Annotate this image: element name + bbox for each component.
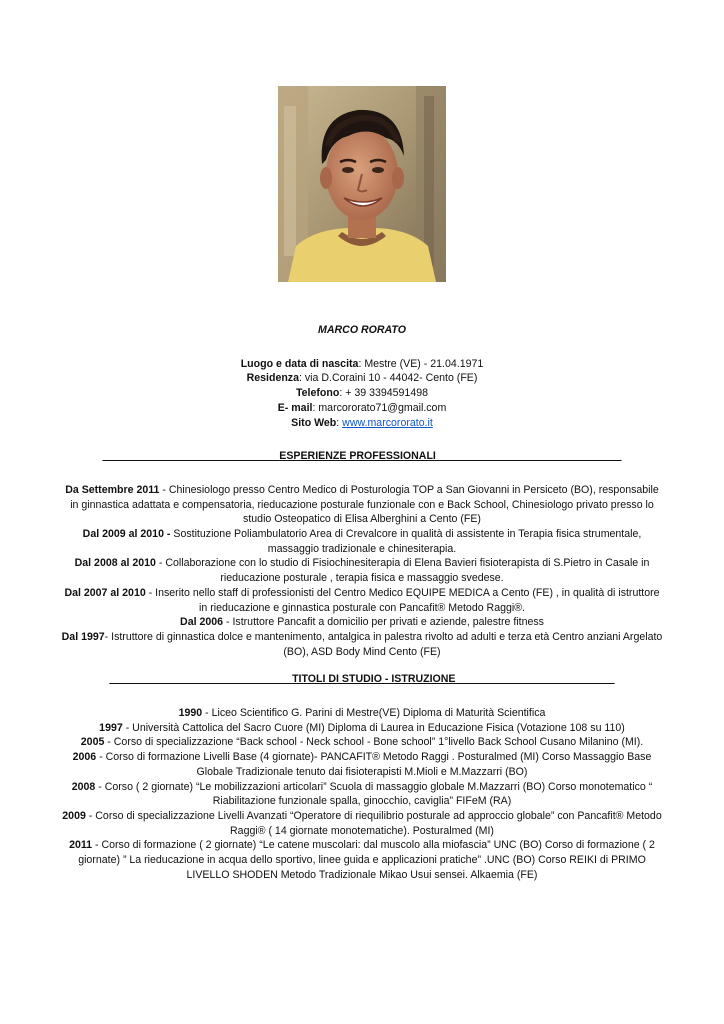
cv-document bbox=[60, 323, 664, 883]
entry-text: - Università Cattolica del Sacro Cuore (MI) Diploma di Laurea in Educazione Fisica (Votazione 108 su 110) bbox=[122, 721, 625, 734]
entry-text: - Liceo Scientifico G. Parini di Mestre(VE) Diploma di Maturità Scientifica bbox=[202, 707, 546, 720]
education-heading bbox=[60, 672, 664, 687]
education-entry bbox=[60, 750, 664, 779]
entry-text: - Corso ( 2 giornate) “Le mobilizzazioni articolari” Scuola di massaggio globale M.Mazzarri (BO) Corso monotematico “ Riabilitazione funzionale spalla, ginocchio, caviglia” FIFeM (RA) bbox=[95, 780, 653, 808]
education-list bbox=[60, 706, 664, 882]
experience-entry bbox=[60, 615, 664, 630]
residence-line bbox=[60, 371, 664, 386]
residence-label: Residenza bbox=[246, 372, 299, 385]
birth-label: Luogo e data di nascita bbox=[240, 357, 359, 370]
education-entry bbox=[60, 735, 664, 750]
entry-text: - Istruttore di ginnastica dolce e mantenimento, antalgica in palestra rivolto ad adulti e terza età Centro anziani Argelato (BO), ASD Body Mind Cento (FE) bbox=[104, 630, 663, 658]
entry-date: Dal 2009 al 2010 - bbox=[82, 528, 171, 541]
entry-text: - Corso di formazione ( 2 giornate) “Le catene muscolari: dal muscolo alla miofascia” UNC (BO) Corso di formazione ( 2 giornate) ” La rieducazione in acqua dello sportivo, linee guida e applicazioni pratiche” .UNC (BO) Corso REIKI di PRIMO LIVELLO SHODEN Metodo Tradizionale Mikao Usui sensei. Alkaemia (FE) bbox=[78, 839, 655, 881]
entry-text: Sostituzione Poliambulatorio Area di Crevalcore in qualità di assistente in Terapia fisica strumentale, massaggio tradizionale e chinesiterapia. bbox=[170, 528, 642, 555]
experience-entry bbox=[60, 586, 664, 615]
entry-date: 2009 bbox=[62, 809, 86, 822]
entry-date: 2006 bbox=[72, 751, 97, 764]
website-label: Sito Web bbox=[291, 416, 337, 429]
education-entry bbox=[60, 721, 664, 736]
entry-text: - Chinesiologo presso Centro Medico di Posturologia TOP a San Giovanni in Persiceto (BO), responsabile in ginnastica adattata e compensatoria, rieducazione posturale funzionale con e Back School, Chinesiologo privato presso lo studio Osteopatico di Elisa Alberghini a Cento (FE) bbox=[70, 483, 659, 526]
entry-date: Da Settembre 2011 bbox=[65, 483, 160, 496]
education-entry bbox=[60, 706, 664, 721]
experience-entry bbox=[60, 556, 664, 585]
entry-text: - Inserito nello staff di professionisti del Centro Medico EQUIPE MEDICA a Cento (FE) , in qualità di istruttore in rieducazione e ginnastica posturale con Pancafit® Metodo Raggi®. bbox=[145, 586, 660, 614]
entry-text: - Collaborazione con lo studio di Fisiochinesiterapia di Elena Bavieri fisioterapista di S.Pietro in Casale in rieducazione posturale , terapia fisica e massaggio svedese. bbox=[155, 557, 650, 585]
education-entry bbox=[60, 780, 664, 809]
entry-date: Dal 2006 bbox=[180, 616, 224, 629]
experience-list bbox=[60, 483, 664, 659]
experience-heading bbox=[60, 449, 664, 464]
experience-rule-left: ______________________________ bbox=[102, 450, 280, 463]
experience-entry bbox=[60, 483, 664, 527]
entry-date: Dal 1997 bbox=[61, 630, 105, 643]
experience-title: ESPERIENZE PROFESSIONALI bbox=[279, 450, 436, 463]
education-entry bbox=[60, 838, 664, 882]
phone-label: Telefono bbox=[295, 387, 340, 400]
email-line bbox=[60, 401, 664, 416]
website-link[interactable]: www.marcororato.it bbox=[342, 416, 433, 429]
experience-rule-right: _____________________________ __ bbox=[435, 450, 622, 463]
person-name: MARCO RORATO bbox=[318, 324, 406, 336]
contact-info bbox=[60, 357, 664, 431]
entry-date: 2011 bbox=[69, 839, 93, 852]
phone-line bbox=[60, 386, 664, 401]
education-rule-left: _______________________________ bbox=[109, 673, 293, 686]
birth-value: : Mestre (VE) - 21.04.1971 bbox=[358, 357, 484, 370]
experience-entry bbox=[60, 630, 664, 659]
entry-date: 1990 bbox=[178, 707, 203, 720]
entry-text: - Corso di specializzazione “Back school - Neck school - Bone school” 1°livello Back School Cusano Milanino (MI). bbox=[104, 736, 644, 749]
email-value: : marcororato71@gmail.com bbox=[312, 401, 447, 414]
email-label: E- mail bbox=[277, 401, 313, 414]
education-entry bbox=[60, 809, 664, 838]
profile-photo bbox=[278, 86, 446, 282]
entry-date: Dal 2007 al 2010 bbox=[64, 586, 146, 599]
entry-date: 2005 bbox=[80, 736, 105, 749]
entry-text: - Corso di specializzazione Livelli Avanzati “Operatore di riequilibrio posturale ad approccio globale” con Pancafit® Metodo Raggi® ( 14 giornate monotematiche). Posturalmed (MI) bbox=[85, 809, 662, 837]
experience-entry bbox=[60, 527, 664, 556]
education-rule-right: ___________________________ bbox=[455, 673, 615, 686]
entry-text: - Istruttore Pancafit a domicilio per privati e aziende, palestre fitness bbox=[223, 616, 544, 629]
entry-date: 1997 bbox=[99, 721, 123, 734]
residence-value: : via D.Coraini 10 - 44042- Cento (FE) bbox=[299, 372, 478, 385]
portrait-image bbox=[278, 86, 446, 282]
entry-date: Dal 2008 al 2010 bbox=[74, 557, 156, 570]
phone-value: : + 39 3394591498 bbox=[339, 387, 429, 400]
entry-text: - Corso di formazione Livelli Base (4 giornate)- PANCAFIT® Metodo Raggi . Posturalmed (MI) Corso Massaggio Base Globale Tradizionale tenuto dai fisioterapisti M.Mioli e M.Mazzarri (BO) bbox=[96, 751, 652, 778]
entry-date: 2008 bbox=[71, 780, 96, 793]
website-separator: : bbox=[336, 416, 343, 429]
education-title: TITOLI DI STUDIO - ISTRUZIONE bbox=[292, 673, 456, 686]
website-line bbox=[60, 416, 664, 431]
birth-line bbox=[60, 357, 664, 372]
